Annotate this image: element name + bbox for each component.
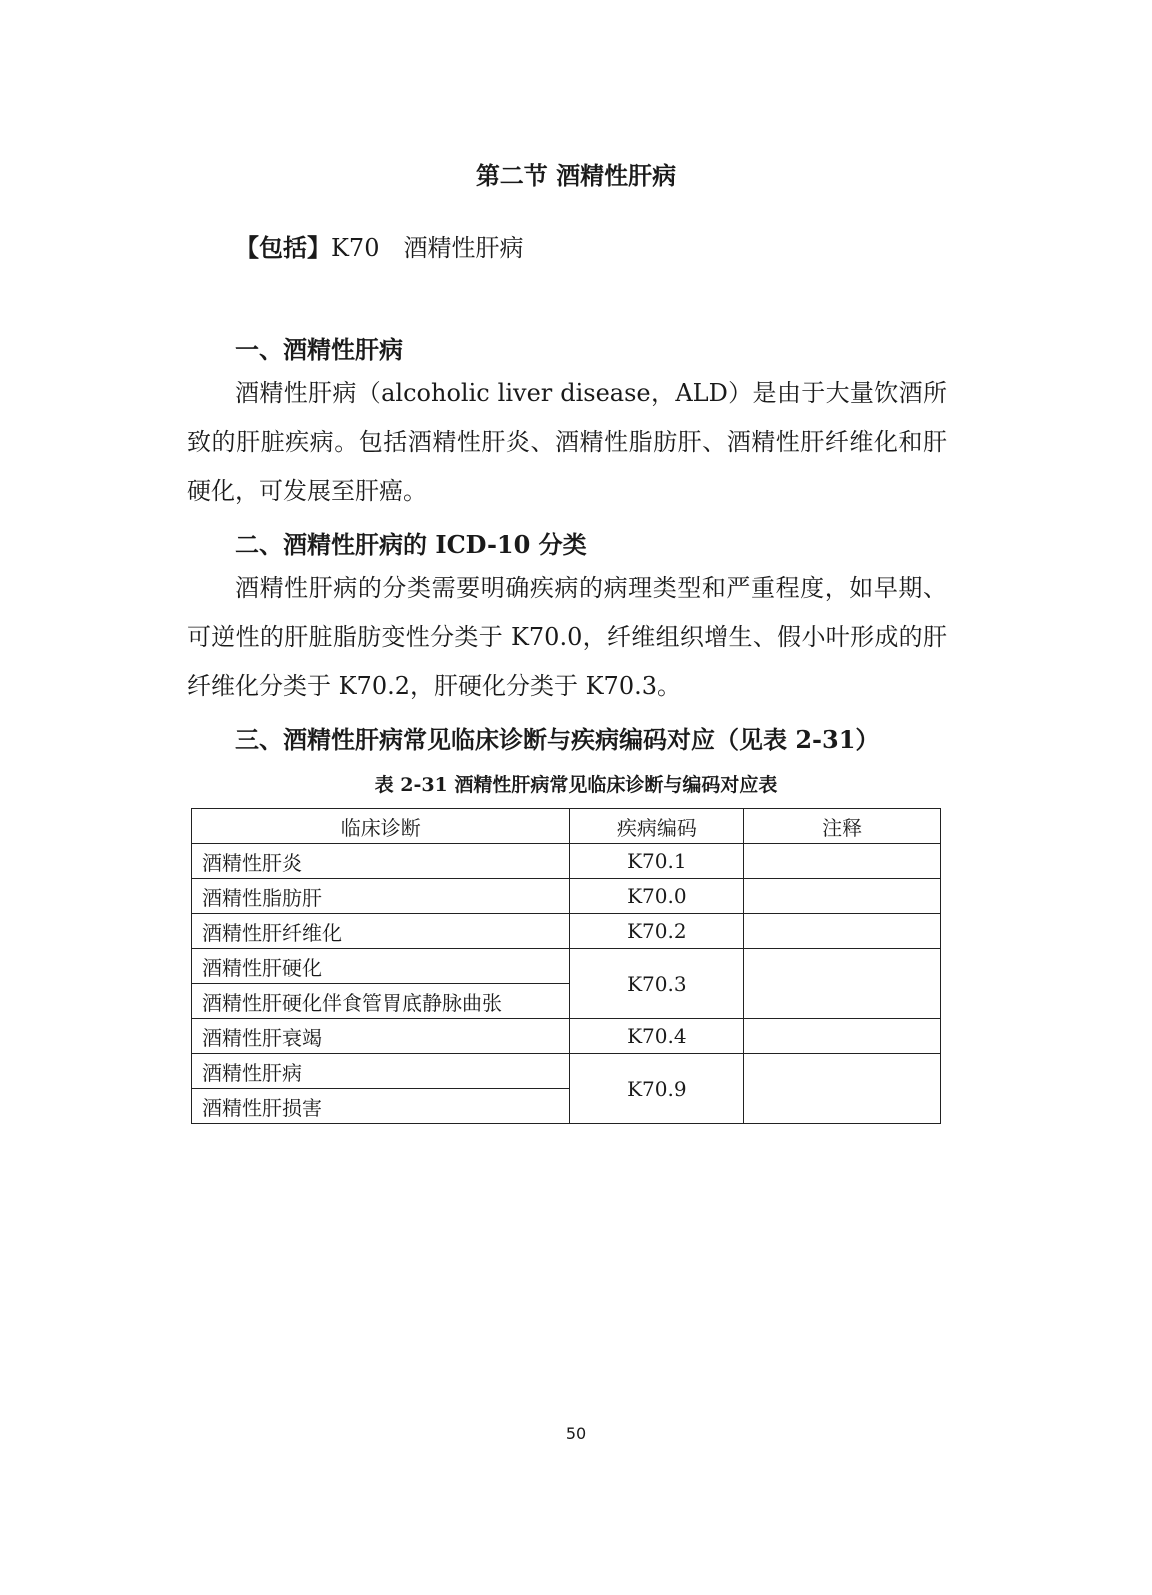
include-name: 酒精性肝病 [403,234,524,262]
paragraph-2: 酒精性肝病的分类需要明确疾病的病理类型和严重程度，如早期、可逆性的肝脏脂肪变性分类于 K70.0，纤维组织增生、假小叶形成的肝纤维化分类于 K70.2，肝硬化分类于 K70.3。 [187,574,947,700]
code-cell: K70.2 [570,914,744,949]
code-cell: K70.4 [570,1019,744,1054]
note-cell [744,1019,941,1054]
diagnosis-cell: 酒精性脂肪肝 [192,879,570,914]
diagnosis-code-table [191,808,941,1124]
diagnosis-cell: 酒精性肝损害 [192,1089,570,1124]
header-note: 注释 [744,809,941,844]
diagnosis-cell: 酒精性肝病 [192,1054,570,1089]
note-cell [744,1054,941,1124]
code-cell: K70.9 [570,1054,744,1124]
note-cell [744,949,941,1019]
paragraph-1: 酒精性肝病（alcoholic liver disease，ALD）是由于大量饮酒所致的肝脏疾病。包括酒精性肝炎、酒精性脂肪肝、酒精性肝纤维化和肝硬化，可发展至肝癌。 [187,379,947,505]
code-cell: K70.1 [570,844,744,879]
diagnosis-cell: 酒精性肝衰竭 [192,1019,570,1054]
heading-3: 三、酒精性肝病常见临床诊断与疾病编码对应（见表 2-31） [235,725,880,754]
include-code: K70 [331,234,380,262]
include-label: 【包括】 [235,233,331,262]
table-row [192,1019,941,1054]
diagnosis-cell: 酒精性肝硬化 [192,949,570,984]
table-header-row [192,809,941,844]
header-diagnosis: 临床诊断 [192,809,570,844]
table-row [192,949,941,984]
diagnosis-cell: 酒精性肝炎 [192,844,570,879]
header-code: 疾病编码 [570,809,744,844]
section-title: 第二节 酒精性肝病 [475,161,677,190]
heading-1: 一、酒精性肝病 [235,335,403,364]
note-cell [744,844,941,879]
note-cell [744,914,941,949]
code-cell: K70.0 [570,879,744,914]
table-row [192,1054,941,1089]
table-row [192,844,941,879]
table-row [192,914,941,949]
diagnosis-cell: 酒精性肝纤维化 [192,914,570,949]
include-line [235,228,523,263]
table-caption: 表 2-31 酒精性肝病常见临床诊断与编码对应表 [374,774,778,796]
code-cell: K70.3 [570,949,744,1019]
page-number: 50 [565,1424,587,1443]
heading-2: 二、酒精性肝病的 ICD-10 分类 [235,530,587,559]
table-row [192,879,941,914]
diagnosis-cell: 酒精性肝硬化伴食管胃底静脉曲张 [192,984,570,1019]
note-cell [744,879,941,914]
